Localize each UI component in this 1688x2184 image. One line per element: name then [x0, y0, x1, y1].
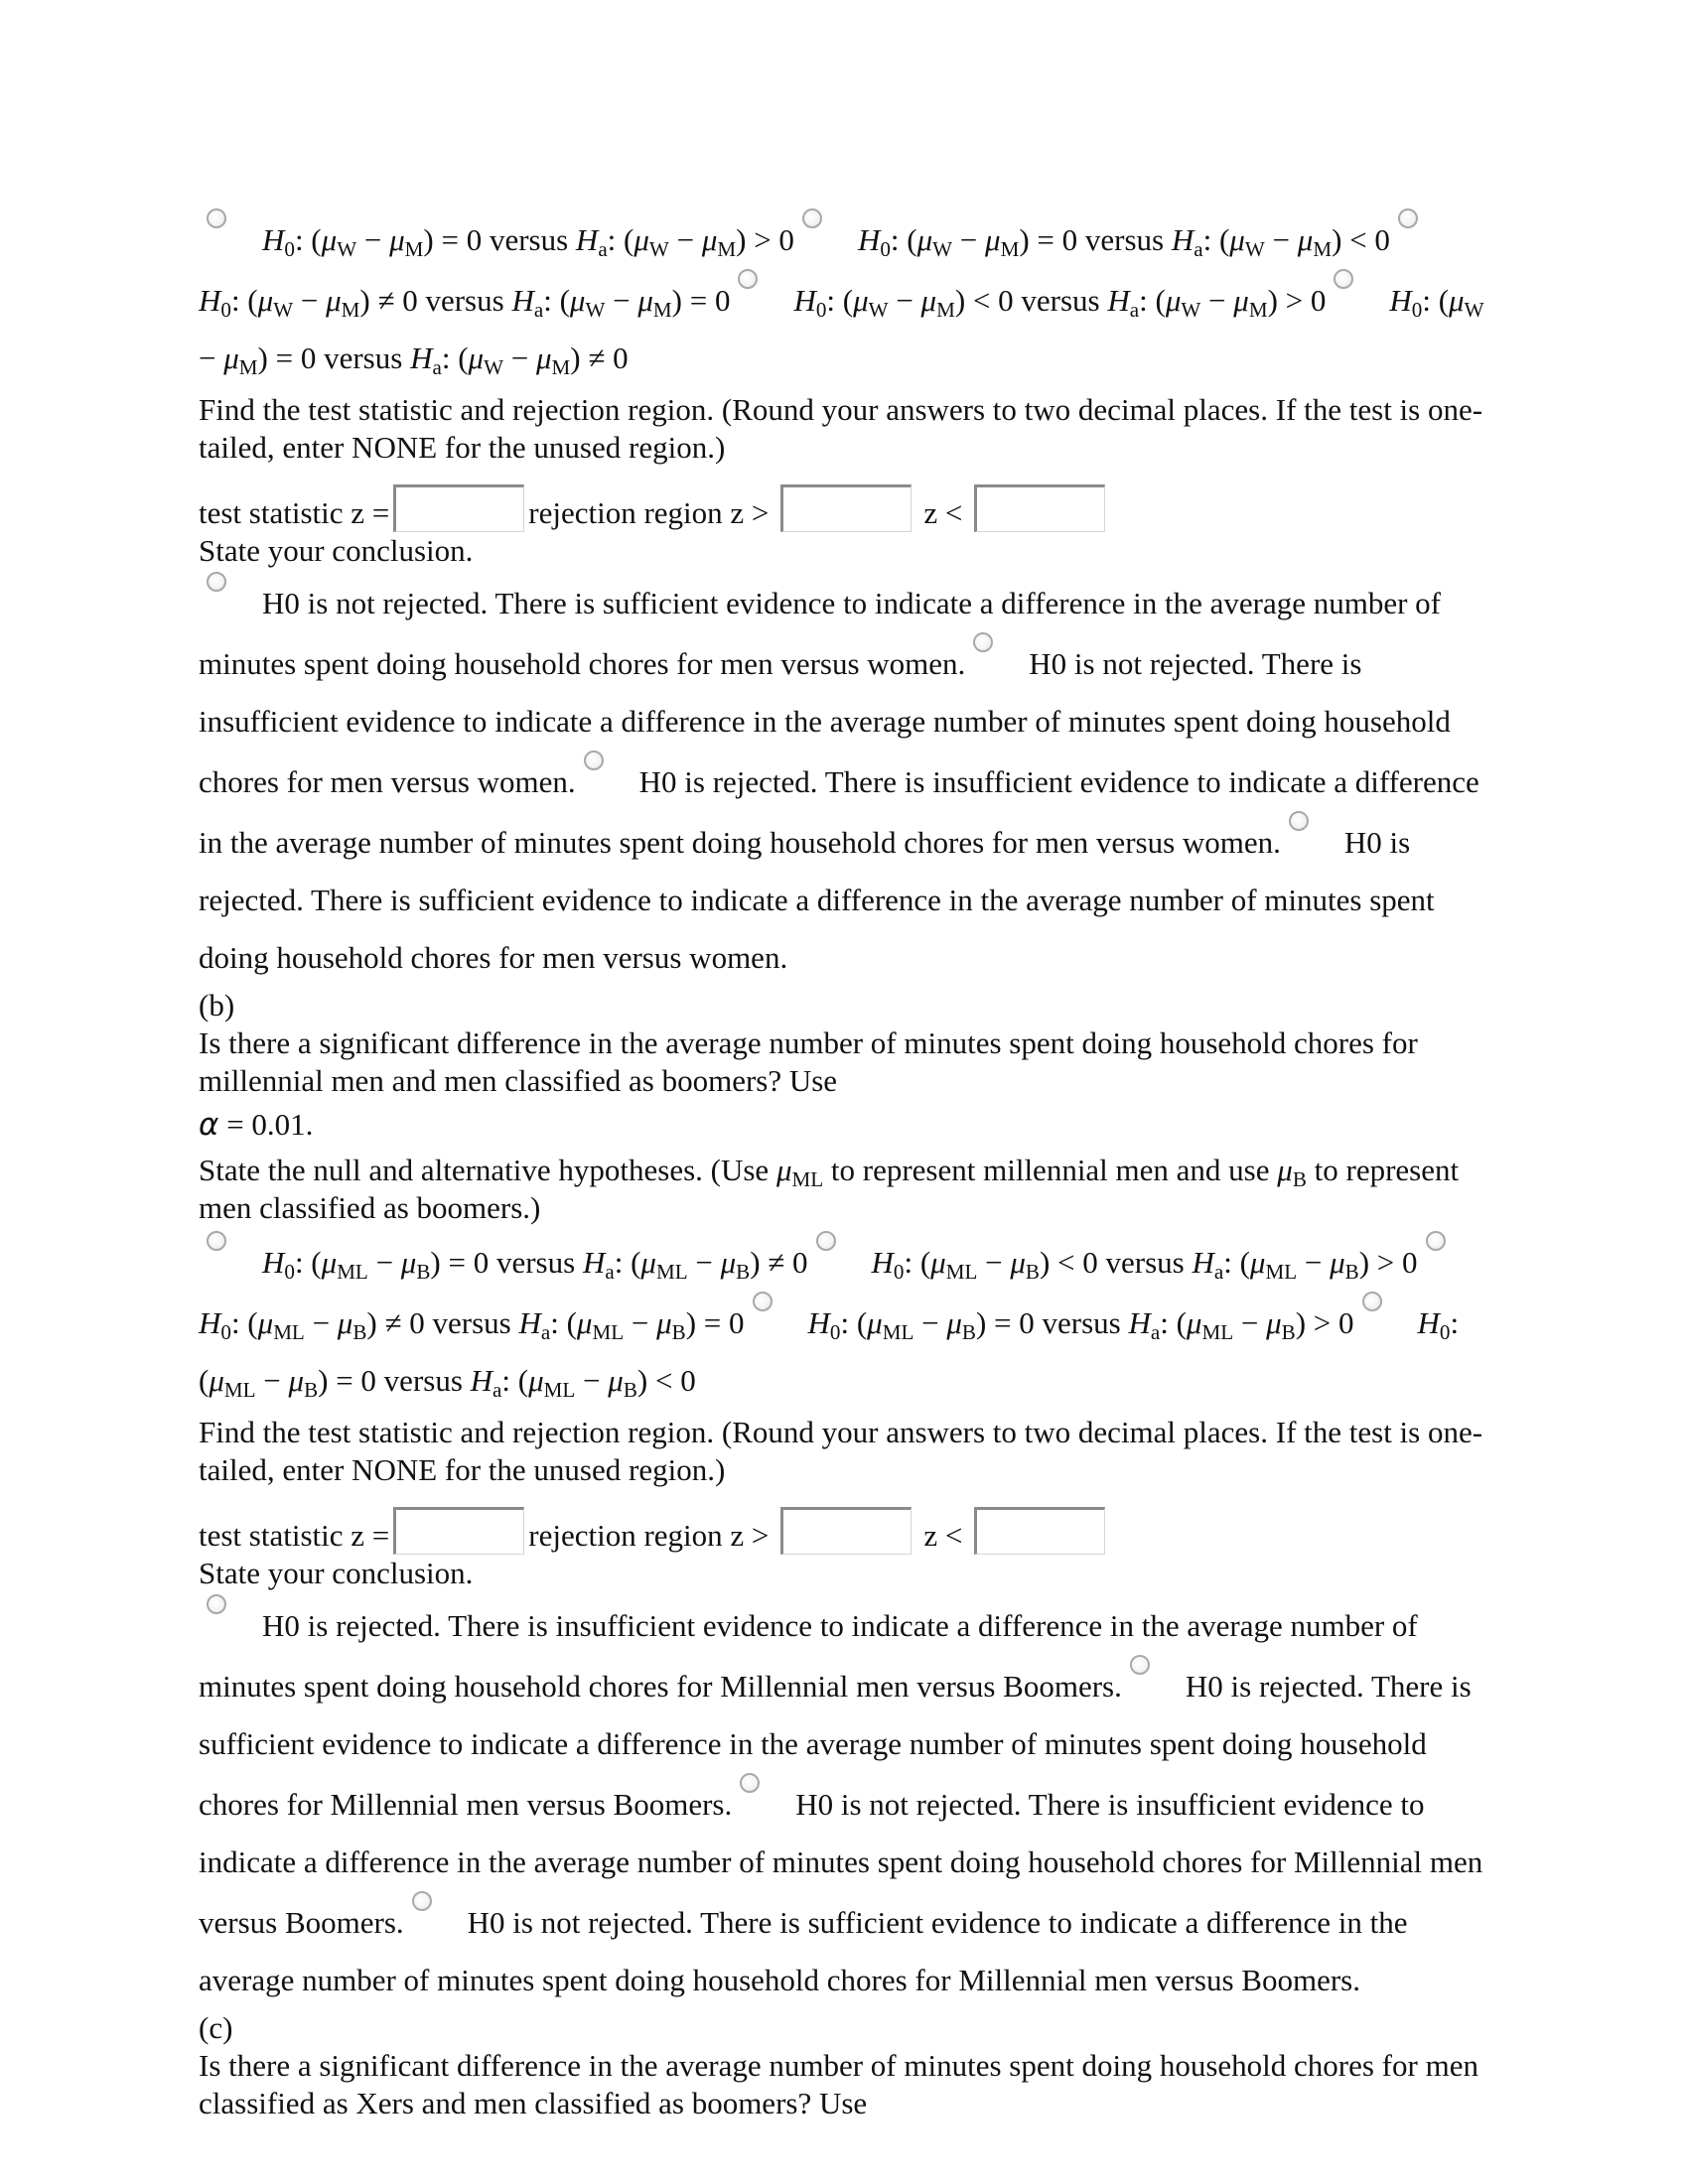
part-a-hyp-option-2[interactable]: $H_0$: $(\mu_W - \mu_M) = 0$ versus $H_a$: $(\mu_W - \mu_M) < 0$ [794, 222, 1390, 257]
part-b-rejection-upper-input[interactable] [780, 1507, 912, 1555]
part-b-alpha [199, 1106, 1489, 1144]
conclusion-text: H0 is rejected. There is insufficient evidence to indicate a difference in the average number of minutes spent doing household chores for men versus women. [199, 764, 1479, 860]
radio-button[interactable] [1130, 1655, 1150, 1675]
part-b-hyp-option-1[interactable]: $H_0$: $(\mu_{ML} - \mu_B) = 0$ versus $H_a$: $(\mu_{ML} - \mu_B) \ne 0$ [199, 1245, 808, 1280]
radio-button[interactable] [802, 208, 822, 228]
part-a-hyp-option-3[interactable]: $H_0$: $(\mu_W - \mu_M) \ne 0$ versus $H_a$: $(\mu_W - \mu_M) = 0$ [199, 222, 1454, 318]
part-b-hyp-option-5[interactable]: $H_0$: $(\mu_{ML} - \mu_B) = 0$ versus $H_a$: $(\mu_{ML} - \mu_B) < 0$ [199, 1305, 1459, 1398]
part-a-hypothesis-options [199, 208, 1489, 387]
part-a-state-conclusion: State your conclusion. [199, 533, 474, 568]
radio-button[interactable] [207, 1231, 226, 1251]
part-c-question: Is there a significant difference in the average number of minutes spent doing household chores for men classified as Xers and men classified as boomers? Use [199, 2048, 1478, 2120]
radio-button[interactable] [1334, 269, 1353, 289]
question-content [199, 205, 1489, 2122]
rejection-region-label: rejection region z > [528, 1518, 770, 1553]
part-b-state-hypotheses [199, 1152, 1489, 1227]
mu-symbol: μ [775, 1153, 792, 1187]
radio-button[interactable] [738, 269, 758, 289]
radio-button[interactable] [1289, 811, 1309, 831]
radio-button[interactable] [584, 751, 604, 770]
part-b-hypothesis-options [199, 1231, 1489, 1410]
part-a-answer-row [199, 482, 1489, 532]
radio-button[interactable] [1362, 1292, 1382, 1311]
z-less-label: z < [923, 495, 963, 530]
alpha-symbol: α [199, 1107, 219, 1143]
radio-button[interactable] [1426, 1231, 1446, 1251]
part-b-test-statistic-input[interactable] [393, 1507, 524, 1555]
mu-subscript: ML [791, 1167, 824, 1191]
conclusion-text: H0 is rejected. There is insufficient evidence to indicate a difference in the average number of minutes spent doing household chores for Millennial men versus Boomers. [199, 1608, 1418, 1704]
part-c-label: (c) [199, 2010, 233, 2045]
part-a-find-text: Find the test statistic and rejection region. (Round your answers to two decimal places. If the test is one-tailed, enter NONE for the unused region.) [199, 392, 1483, 465]
part-b-question: Is there a significant difference in the average number of minutes spent doing household chores for millennial men and men classified as boomers? Use [199, 1025, 1418, 1098]
part-a-hyp-option-4[interactable]: $H_0$: $(\mu_W - \mu_M) < 0$ versus $H_a$: $(\mu_W - \mu_M) > 0$ [730, 283, 1326, 318]
state-hyp-text: to represent millennial men and use [823, 1153, 1278, 1187]
part-a-hyp-option-1[interactable]: $H_0$: $(\mu_W - \mu_M) = 0$ versus $H_a$: $(\mu_W - \mu_M) > 0$ [199, 222, 794, 257]
part-b-conclusion-options [199, 1594, 1489, 2009]
part-b-answer-row [199, 1505, 1489, 1555]
part-b-find-text: Find the test statistic and rejection region. (Round your answers to two decimal places. If the test is one-tailed, enter NONE for the unused region.) [199, 1415, 1483, 1487]
z-less-label: z < [923, 1518, 963, 1553]
part-b-hyp-option-2[interactable]: $H_0$: $(\mu_{ML} - \mu_B) < 0$ versus $H_a$: $(\mu_{ML} - \mu_B) > 0$ [808, 1245, 1418, 1280]
part-a-conclusion-options [199, 572, 1489, 987]
part-b-label: (b) [199, 988, 235, 1023]
part-b-hyp-option-3[interactable]: $H_0$: $(\mu_{ML} - \mu_B) \ne 0$ versus $H_a$: $(\mu_{ML} - \mu_B) = 0$ [199, 1245, 1481, 1340]
part-b-state-conclusion: State your conclusion. [199, 1556, 474, 1590]
mu-symbol: μ [1277, 1153, 1293, 1187]
test-statistic-label: test statistic z = [199, 495, 390, 530]
mu-subscript: B [1292, 1167, 1307, 1191]
radio-button[interactable] [753, 1292, 773, 1311]
state-hyp-text: to represent men classified as boomers.) [199, 1153, 1460, 1225]
radio-button[interactable] [207, 572, 226, 592]
part-a-hyp-option-5[interactable]: $H_0$: $(\mu_W - \mu_M) = 0$ versus $H_a$: $(\mu_W - \mu_M) \ne 0$ [199, 283, 1484, 375]
part-a-test-statistic-input[interactable] [393, 484, 524, 532]
rejection-region-label: rejection region z > [528, 495, 770, 530]
conclusion-text: H0 is not rejected. There is sufficient evidence to indicate a difference in the average number of minutes spent doing household chores for men versus women. [199, 586, 1441, 681]
conclusion-text: H0 is not rejected. There is insufficient evidence to indicate a difference in the average number of minutes spent doing household chores for men versus women. [199, 646, 1451, 799]
radio-button[interactable] [973, 632, 993, 652]
radio-button[interactable] [816, 1231, 836, 1251]
radio-button[interactable] [1398, 208, 1418, 228]
alpha-value: = 0.01. [226, 1107, 314, 1142]
conclusion-text: H0 is rejected. There is sufficient evidence to indicate a difference in the average number of minutes spent doing household chores for Millennial men versus Boomers. [199, 1669, 1472, 1822]
part-a-rejection-lower-input[interactable] [974, 484, 1105, 532]
conclusion-text: H0 is not rejected. There is sufficient evidence to indicate a difference in the average number of minutes spent doing household chores for Millennial men versus Boomers. [199, 1905, 1408, 1997]
part-b-rejection-lower-input[interactable] [974, 1507, 1105, 1555]
test-statistic-label: test statistic z = [199, 1518, 390, 1553]
radio-button[interactable] [207, 208, 226, 228]
part-a-rejection-upper-input[interactable] [780, 484, 912, 532]
radio-button[interactable] [412, 1891, 432, 1911]
conclusion-text: H0 is rejected. There is sufficient evidence to indicate a difference in the average number of minutes spent doing household chores for men versus women. [199, 825, 1435, 975]
conclusion-text: H0 is not rejected. There is insufficient evidence to indicate a difference in the average number of minutes spent doing household chores for Millennial men versus Boomers. [199, 1787, 1483, 1940]
part-b-hyp-option-4[interactable]: $H_0$: $(\mu_{ML} - \mu_B) = 0$ versus $H_a$: $(\mu_{ML} - \mu_B) > 0$ [745, 1305, 1354, 1340]
state-hyp-text: State the null and alternative hypotheses. (Use [199, 1153, 776, 1187]
radio-button[interactable] [207, 1594, 226, 1614]
radio-button[interactable] [740, 1773, 760, 1793]
